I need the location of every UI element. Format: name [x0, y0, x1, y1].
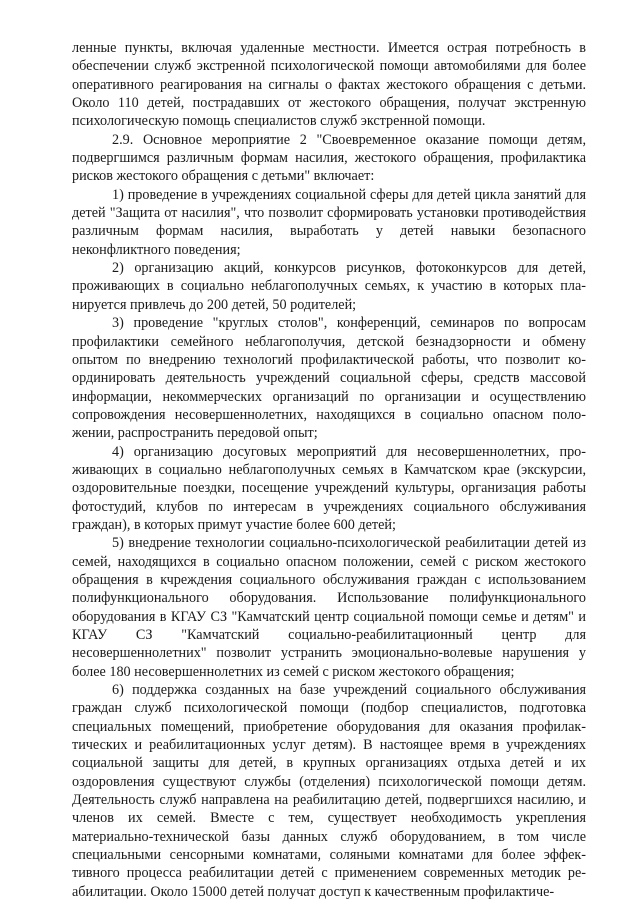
paragraph-item-3: 3) проведение "круглых столов", конференций, семинаров по вопросам профилактики семейного неблагополучия, детской безнадзорности и обмену опытом по внедрению технологий профилактической работы, что позволит координировать деятельность учреждений социальной сферы, средств массовой информации, некоммерческих организаций по организации и осуществлению сопровождения несовершеннолетних, находящихся в социально опасном положении, распространить передовой опыт;: [72, 315, 586, 442]
paragraph-item-2: 2) организацию акций, конкурсов рисунков, фотоконкурсов для детей, проживающих в социально неблагополучных семьях, к участию в которых планируется привлечь до 200 детей, 50 родителей;: [72, 260, 586, 313]
paragraph-item-1: 1) проведение в учреждениях социальной сферы для детей цикла занятий для детей "Защита от насилия", что позволит сформировать установки противодействия различным формам насилия, выработать у детей навыки безопасного неконфликтного поведения;: [72, 186, 586, 258]
paragraph-item-4: 4) организацию досуговых мероприятий для несовершеннолетних, проживающих в социально неблагополучных семьях в Камчатском крае (экскурсии, оздоровительные поездки, посещение учреждений культуры, организация работы фотостудий, клубов по интересам в учреждениях социального обслуживания граждан), в которых примут участие более 600 детей;: [72, 443, 586, 533]
document-page: [72, 39, 586, 901]
paragraph-item-6: 6) поддержка созданных на базе учреждений социального обслуживания граждан служб психологической помощи (подбор специалистов, подготовка специальных помещений, приобретение оборудования для оказания профилактических и реабилитационных услуг детям). В настоящее время в учреждениях социальной защиты для детей, в крупных организациях отдыха детей и их оздоровления существуют службы (отделения) психологической помощи детям. Деятельность служб направлена на реабилитацию детей, подвергшихся насилию, и членов их семей. Вместе с тем, существует необходимость укрепления материально-технической базы данных служб оборудованием, в том числе специальными сенсорными комнатами, соляными комнатами для более эффективного процесса реабилитации детей с применением современных методик реабилитации. Около 15000 детей получат доступ к качественным профилактиче-: [72, 682, 586, 900]
paragraph-item-5: 5) внедрение технологии социально-психологической реабилитации детей из семей, находящихся в социально опасном положении, семей с риском жестокого обращения в кчреждения социального обслуживания граждан с использованием полифункционального оборудования. Использование полифункционального оборудования в КГАУ СЗ "Камчатский центр социальной помощи семье и детям" и КГАУ СЗ "Камчатский социально-реабилитационный центр для несовершеннолетних" позволит устранить эмоционально-волевые нарушения у более 180 несовершеннолетних из семей с риском жестокого обращения;: [72, 535, 586, 680]
paragraph-continuation: ленные пункты, включая удаленные местности. Имеется острая потребность в обеспечении служб экстренной психологической помощи автомобилями для более оперативного реагирования на сигналы о фактах жестокого обращения с детьми. Около 110 детей, пострадавших от жестокого обращения, получат экстренную психологическую помощь специалистов служб экстренной помощи.: [72, 40, 586, 130]
paragraph-section-2-9: 2.9. Основное мероприятие 2 "Своевременное оказание помощи детям, подвергшимся различным формам насилия, жестокого обращения, профилактика рисков жестокого обращения с детьми" включает:: [72, 131, 586, 185]
